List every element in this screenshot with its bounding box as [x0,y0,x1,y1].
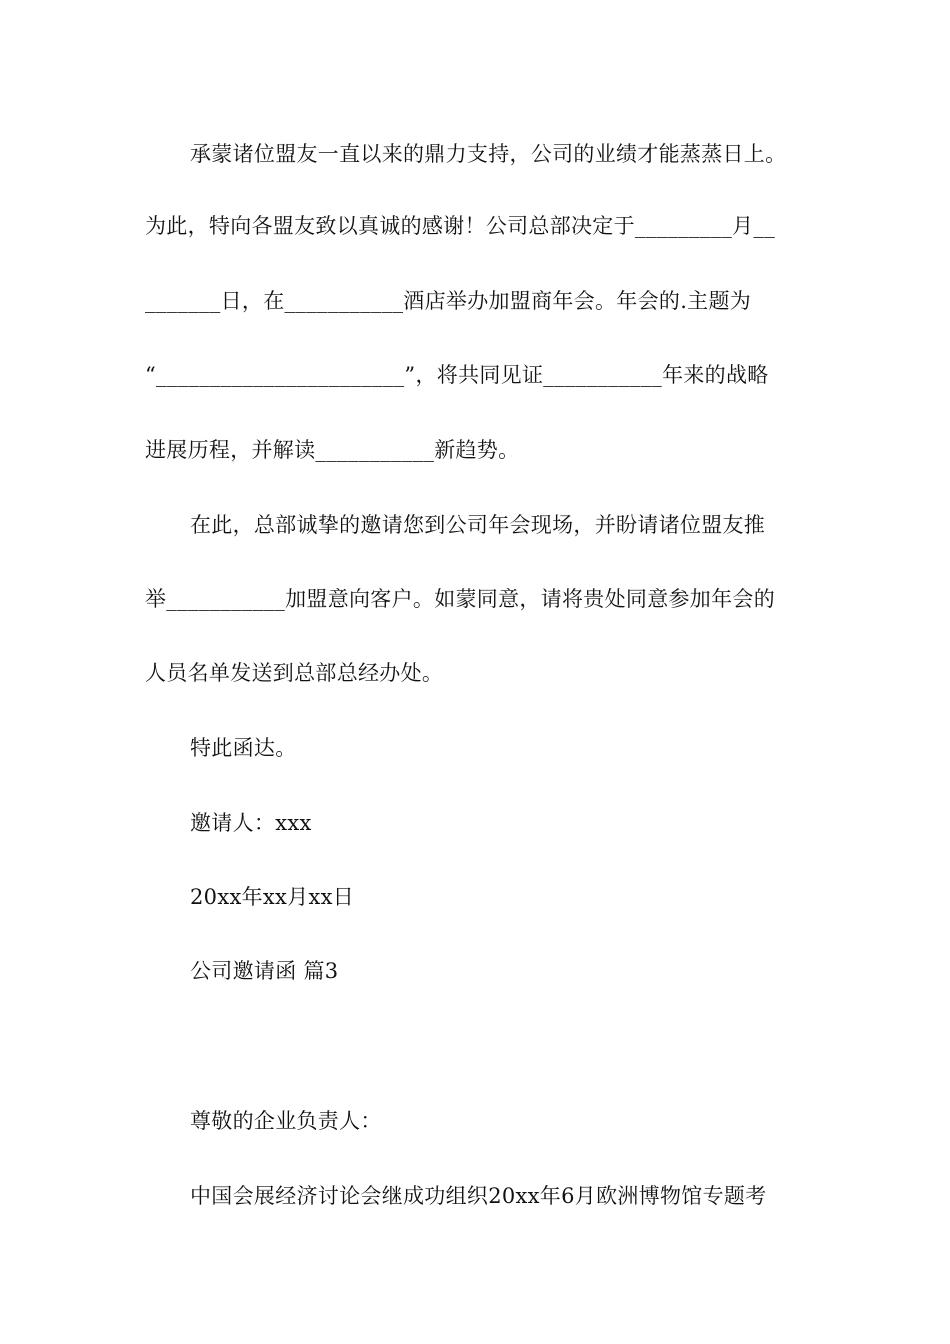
salutation: 尊敬的企业负责人： [190,1109,382,1133]
paragraph-1-line-3: _______日，在___________酒店举办加盟商年会。年会的.主题为 [145,289,752,313]
paragraph-2-line-1: 在此，总部诚挚的邀请您到公司年会现场，并盼请诸位盟友推 [190,513,766,537]
paragraph-1-line-2: 为此，特向各盟友致以真诚的感谢！公司总部决定于_________月__ [145,214,775,238]
paragraph-1-line-5: 进展历程，并解读___________新趋势。 [145,438,520,462]
paragraph-2-line-2: 举___________加盟意向客户。如蒙同意，请将贵处同意参加年会的 [145,587,775,611]
section-heading: 公司邀请函 篇3 [190,959,339,983]
paragraph-1-line-4: “_______________________”，将共同见证___________年来的战略 [145,363,769,387]
letter-date: 20xx年xx月xx日 [190,885,355,909]
paragraph-2-line-3: 人员名单发送到总部总经办处。 [145,661,444,685]
paragraph-1-line-1: 承蒙诸位盟友一直以来的鼎力支持，公司的业绩才能蒸蒸日上。 [190,142,787,166]
paragraph-3-line-1: 中国会展经济讨论会继成功组织20xx年6月欧洲博物馆专题考 [190,1184,767,1208]
inviter-signature: 邀请人：xxx [190,811,312,835]
closing-remark: 特此函达。 [190,736,297,760]
